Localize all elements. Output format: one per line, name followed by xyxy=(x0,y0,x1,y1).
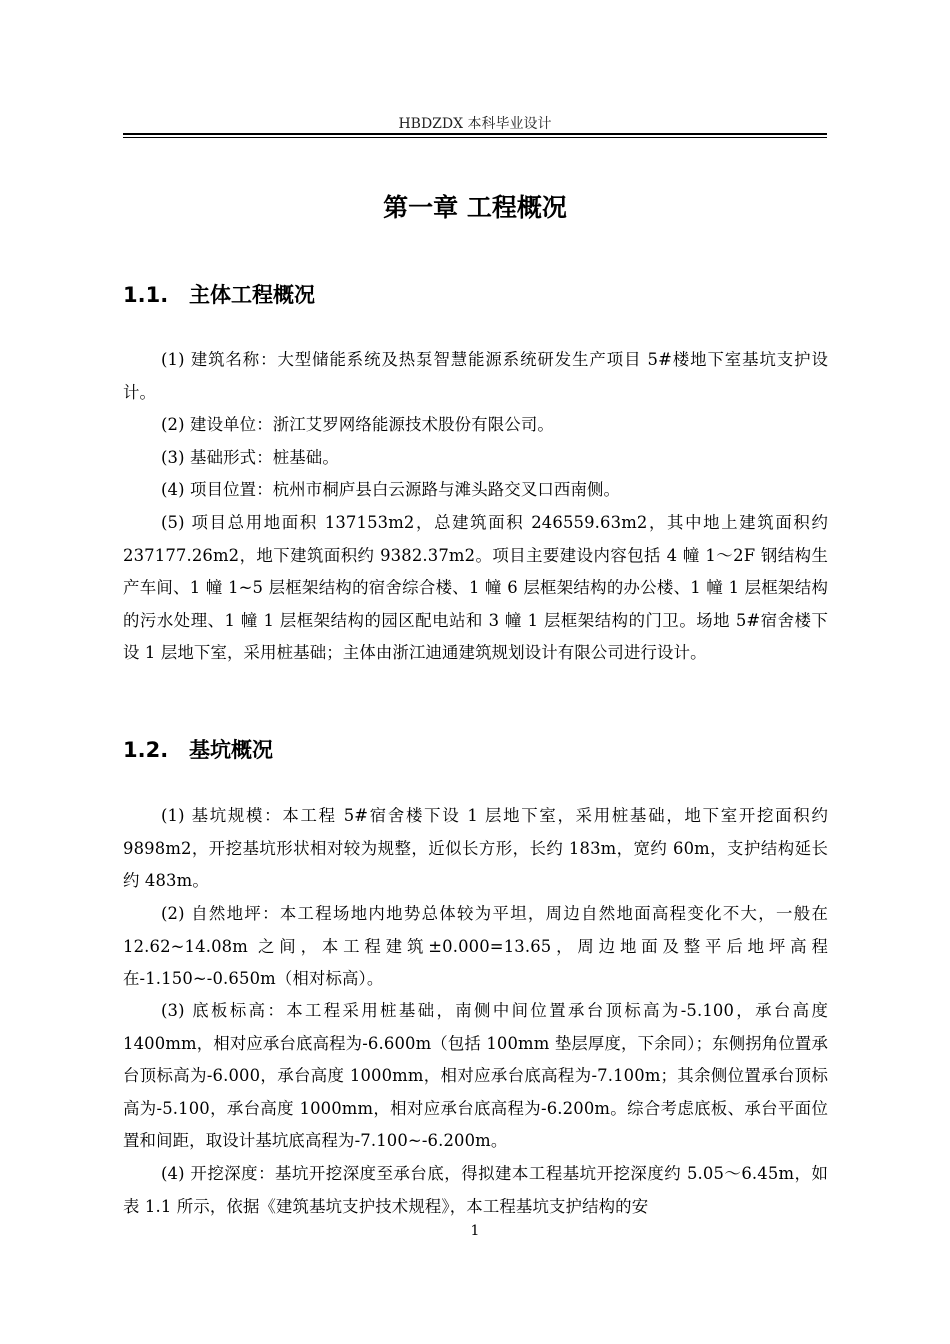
paragraph: (5) 项目总用地面积 137153m2，总建筑面积 246559.63m2，其中地上建筑面积约 237177.26m2，地下建筑面积约 9382.37m2。项目主要建设内容包括 4 幢 1～2F 钢结构生产车间、1 幢 1~5 层框架结构的宿舍综合楼、1 幢 6 层框架结构的办公楼、1 幢 1 层框架结构的污水处理、1 幢 1 层框架结构的园区配电站和 3 幢 1 层框架结构的门卫。场地 5#宿舍楼下设 1 层地下室，采用桩基础；主体由浙江迪通建筑规划设计有限公司进行设计。 xyxy=(123,513,828,663)
paragraph: (1) 基坑规模：本工程 5#宿舍楼下设 1 层地下室，采用桩基础，地下室开挖面积约 9898m2，开挖基坑形状相对较为规整，近似长方形，长约 183m，宽约 60m，支护结构延长约 483m。 xyxy=(123,806,828,891)
header-rule-thick xyxy=(123,133,827,135)
paragraph: (1) 建筑名称：大型储能系统及热泵智慧能源系统研发生产项目 5#楼地下室基坑支护设计。 xyxy=(123,350,828,402)
page-number: 1 xyxy=(470,1223,480,1239)
section-number: 1.2. xyxy=(123,738,169,762)
chapter-title: 第一章 工程概况 xyxy=(383,193,567,222)
paragraph: (4) 开挖深度：基坑开挖深度至承台底，得拟建本工程基坑开挖深度约 5.05～6.45m，如表 1.1 所示，依据《建筑基坑支护技术规程》，本工程基坑支护结构的安 xyxy=(123,1164,828,1216)
section-heading-1-2 xyxy=(123,735,827,765)
paragraph: (2) 建设单位：浙江艾罗网络能源技术股份有限公司。 xyxy=(161,415,554,434)
header-rule-thin xyxy=(123,137,827,138)
running-header: HBDZDX 本科毕业设计 xyxy=(398,116,552,132)
paragraph: (4) 项目位置：杭州市桐庐县白云源路与滩头路交叉口西南侧。 xyxy=(161,480,621,499)
section-title: 基坑概况 xyxy=(189,738,273,762)
section-title: 主体工程概况 xyxy=(189,283,315,307)
paragraph: (2) 自然地坪：本工程场地内地势总体较为平坦，周边自然地面高程变化不大，一般在 12.62~14.08m 之间，本工程建筑±0.000=13.65，周边地面及整平后地坪高程在-1.150~-0.650m（相对标高）。 xyxy=(123,904,828,989)
paragraph: (3) 底板标高：本工程采用桩基础，南侧中间位置承台顶标高为-5.100，承台高度 1400mm，相对应承台底高程为-6.600m（包括 100mm 垫层厚度，下余同）；东侧拐角位置承台顶标高为-6.000，承台高度 1000mm，相对应承台底高程为-7.100m；其余侧位置承台顶标高为-5.100，承台高度 1000mm，相对应承台底高程为-6.200m。综合考虑底板、承台平面位置和间距，取设计基坑底高程为-7.100~-6.200m。 xyxy=(123,1001,828,1151)
section-number: 1.1. xyxy=(123,283,169,307)
section-heading-1-1 xyxy=(123,280,827,310)
paragraph: (3) 基础形式：桩基础。 xyxy=(161,448,339,467)
